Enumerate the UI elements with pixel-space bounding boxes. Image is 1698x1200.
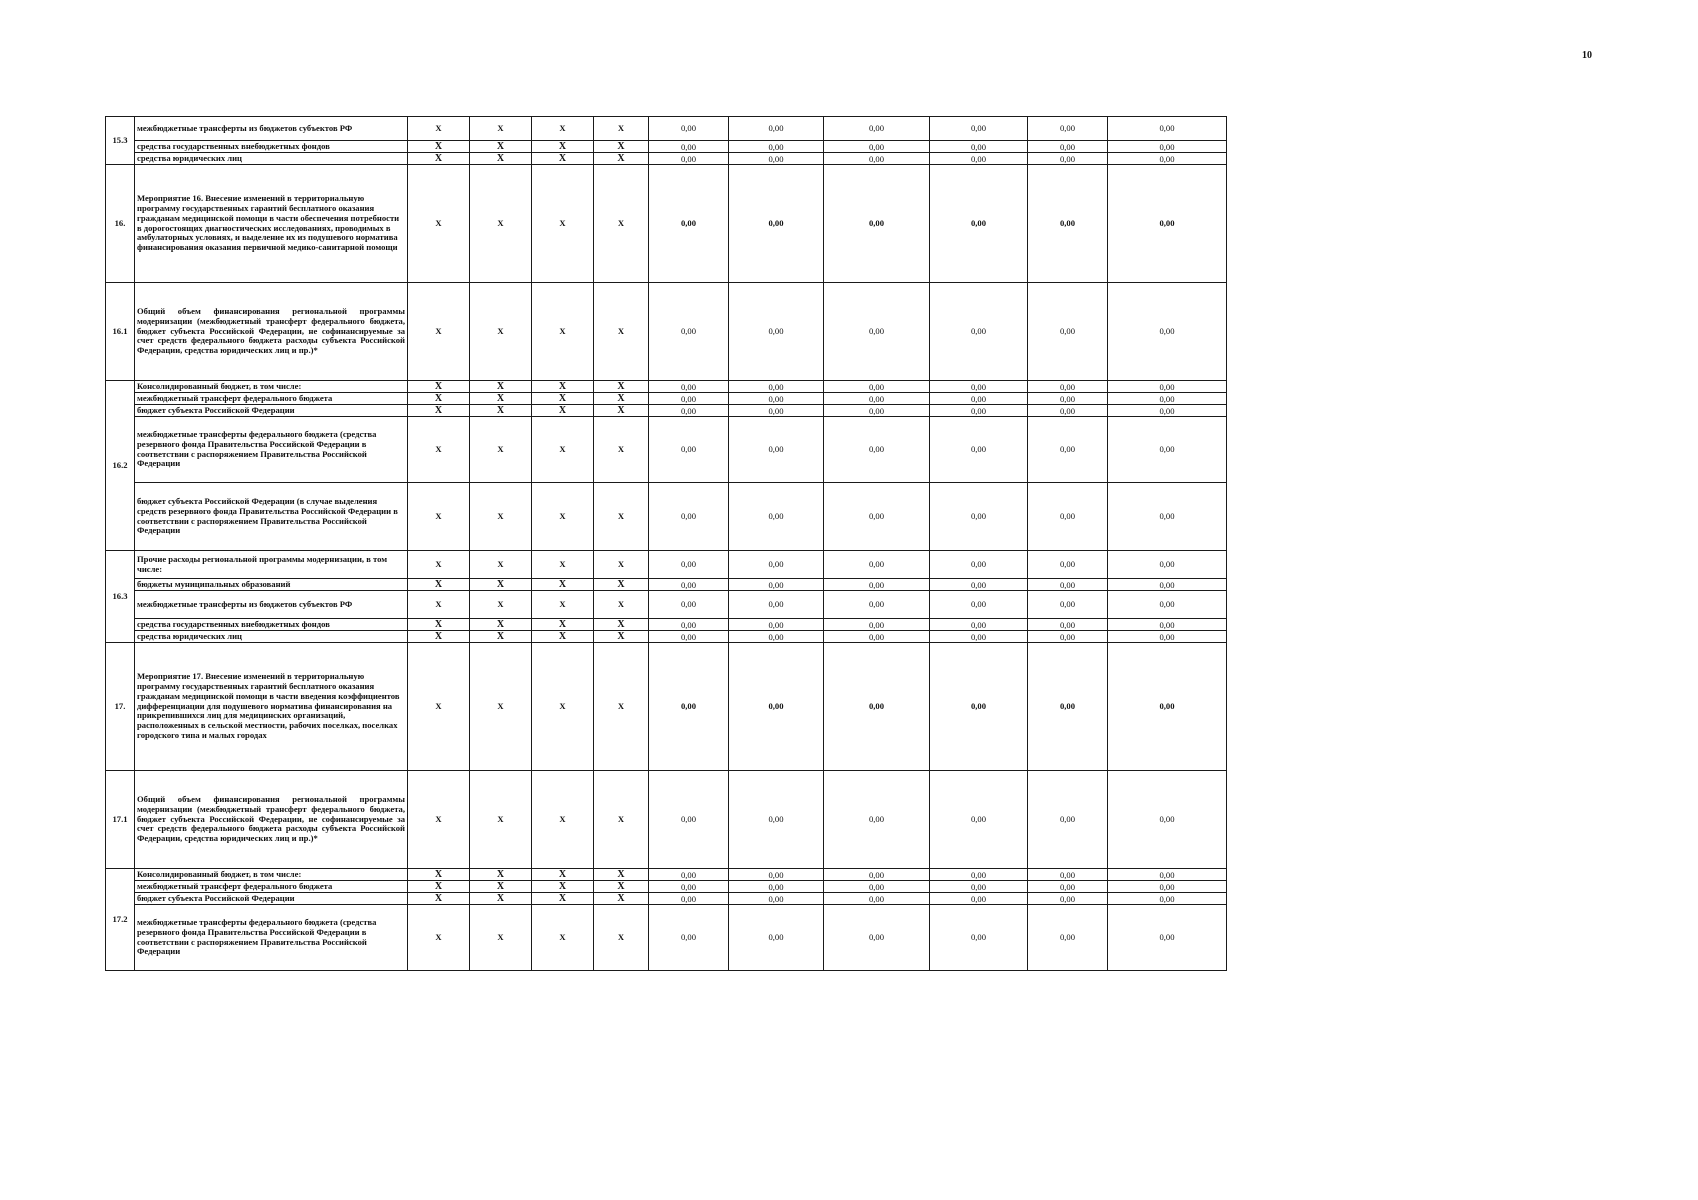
row-description: Прочие расходы региональной программы модернизации, в том числе: <box>135 551 408 579</box>
x-cell: X <box>532 631 594 643</box>
x-cell: X <box>594 643 649 771</box>
x-cell: X <box>470 591 532 619</box>
table-row <box>106 153 1246 165</box>
x-cell: X <box>408 417 470 483</box>
value-cell: 0,00 <box>1028 393 1108 405</box>
value-cell: 0,00 <box>729 591 824 619</box>
value-cell: 0,00 <box>930 905 1028 971</box>
value-cell: 0,00 <box>649 117 729 141</box>
value-cell: 0,00 <box>930 643 1028 771</box>
row-description: бюджет субъекта Российской Федерации (в случае выделения средств резервного фонда Правительства Российской Федерации в соответствии с распоряжением Правительства Российской Федерации <box>135 483 408 551</box>
row-description: межбюджетные трансферты из бюджетов субъектов РФ <box>135 117 408 141</box>
row-number: 16.2 <box>106 381 135 551</box>
value-cell: 0,00 <box>729 619 824 631</box>
x-cell: X <box>594 483 649 551</box>
value-cell: 0,00 <box>649 153 729 165</box>
trailing-cell <box>1227 551 1246 579</box>
value-cell: 0,00 <box>729 283 824 381</box>
x-cell: X <box>408 393 470 405</box>
x-cell: X <box>470 117 532 141</box>
value-cell: 0,00 <box>1108 117 1227 141</box>
value-cell: 0,00 <box>824 283 930 381</box>
value-cell: 0,00 <box>824 771 930 869</box>
budget-table <box>105 116 1246 971</box>
value-cell: 0,00 <box>1028 619 1108 631</box>
value-cell: 0,00 <box>930 141 1028 153</box>
value-cell: 0,00 <box>649 893 729 905</box>
value-cell: 0,00 <box>824 905 930 971</box>
value-cell: 0,00 <box>649 165 729 283</box>
value-cell: 0,00 <box>1108 283 1227 381</box>
page-number: 10 <box>1582 50 1592 61</box>
trailing-cell <box>1227 283 1246 381</box>
value-cell: 0,00 <box>729 631 824 643</box>
row-description: Консолидированный бюджет, в том числе: <box>135 381 408 393</box>
table-row <box>106 643 1246 771</box>
value-cell: 0,00 <box>824 405 930 417</box>
value-cell: 0,00 <box>649 905 729 971</box>
value-cell: 0,00 <box>1028 881 1108 893</box>
value-cell: 0,00 <box>1108 631 1227 643</box>
value-cell: 0,00 <box>824 591 930 619</box>
value-cell: 0,00 <box>1028 631 1108 643</box>
x-cell: X <box>532 619 594 631</box>
x-cell: X <box>408 381 470 393</box>
value-cell: 0,00 <box>1108 905 1227 971</box>
table-row <box>106 881 1246 893</box>
value-cell: 0,00 <box>729 869 824 881</box>
value-cell: 0,00 <box>729 141 824 153</box>
table-row <box>106 165 1246 283</box>
row-number: 17. <box>106 643 135 771</box>
table-row <box>106 893 1246 905</box>
row-description: бюджет субъекта Российской Федерации <box>135 893 408 905</box>
x-cell: X <box>408 643 470 771</box>
value-cell: 0,00 <box>649 483 729 551</box>
value-cell: 0,00 <box>930 579 1028 591</box>
x-cell: X <box>594 619 649 631</box>
trailing-cell <box>1227 417 1246 483</box>
x-cell: X <box>470 551 532 579</box>
row-description: Консолидированный бюджет, в том числе: <box>135 869 408 881</box>
value-cell: 0,00 <box>649 869 729 881</box>
value-cell: 0,00 <box>1108 619 1227 631</box>
trailing-cell <box>1227 381 1246 393</box>
table-row <box>106 417 1246 483</box>
value-cell: 0,00 <box>649 283 729 381</box>
row-number: 17.2 <box>106 869 135 971</box>
table-row <box>106 405 1246 417</box>
value-cell: 0,00 <box>1108 483 1227 551</box>
value-cell: 0,00 <box>649 141 729 153</box>
x-cell: X <box>408 141 470 153</box>
value-cell: 0,00 <box>649 631 729 643</box>
value-cell: 0,00 <box>649 551 729 579</box>
value-cell: 0,00 <box>1028 153 1108 165</box>
value-cell: 0,00 <box>930 417 1028 483</box>
value-cell: 0,00 <box>930 483 1028 551</box>
x-cell: X <box>532 141 594 153</box>
x-cell: X <box>408 591 470 619</box>
table-body <box>106 117 1246 971</box>
row-description: Общий объем финансирования региональной программы модернизации (межбюджетный трансферт федерального бюджета, бюджет субъекта Российской Федерации, не софинансируемые за счет средств федерального бюджета расходы субъекта Российской Федерации, средства юридических лиц и пр.)* <box>135 283 408 381</box>
x-cell: X <box>470 631 532 643</box>
x-cell: X <box>594 153 649 165</box>
x-cell: X <box>532 405 594 417</box>
x-cell: X <box>594 905 649 971</box>
trailing-cell <box>1227 483 1246 551</box>
value-cell: 0,00 <box>824 483 930 551</box>
x-cell: X <box>408 283 470 381</box>
value-cell: 0,00 <box>1028 405 1108 417</box>
x-cell: X <box>408 869 470 881</box>
table-row <box>106 579 1246 591</box>
value-cell: 0,00 <box>729 417 824 483</box>
value-cell: 0,00 <box>1108 393 1227 405</box>
value-cell: 0,00 <box>1028 591 1108 619</box>
value-cell: 0,00 <box>930 165 1028 283</box>
trailing-cell <box>1227 141 1246 153</box>
table-row <box>106 771 1246 869</box>
table-row <box>106 283 1246 381</box>
trailing-cell <box>1227 405 1246 417</box>
value-cell: 0,00 <box>824 551 930 579</box>
value-cell: 0,00 <box>824 893 930 905</box>
value-cell: 0,00 <box>729 117 824 141</box>
x-cell: X <box>532 893 594 905</box>
x-cell: X <box>532 117 594 141</box>
value-cell: 0,00 <box>824 881 930 893</box>
value-cell: 0,00 <box>1108 141 1227 153</box>
x-cell: X <box>470 771 532 869</box>
value-cell: 0,00 <box>1028 771 1108 869</box>
value-cell: 0,00 <box>1108 771 1227 869</box>
value-cell: 0,00 <box>1108 381 1227 393</box>
x-cell: X <box>532 551 594 579</box>
value-cell: 0,00 <box>930 381 1028 393</box>
x-cell: X <box>408 117 470 141</box>
row-description: средства юридических лиц <box>135 631 408 643</box>
x-cell: X <box>532 771 594 869</box>
value-cell: 0,00 <box>1108 869 1227 881</box>
value-cell: 0,00 <box>649 393 729 405</box>
x-cell: X <box>408 551 470 579</box>
table-row <box>106 591 1246 619</box>
x-cell: X <box>532 881 594 893</box>
value-cell: 0,00 <box>649 579 729 591</box>
x-cell: X <box>470 283 532 381</box>
x-cell: X <box>408 771 470 869</box>
row-description: межбюджетные трансферты федерального бюджета (средства резервного фонда Правительства Российской Федерации в соответствии с распоряжением Правительства Российской Федерации <box>135 905 408 971</box>
x-cell: X <box>594 141 649 153</box>
value-cell: 0,00 <box>1028 483 1108 551</box>
value-cell: 0,00 <box>1028 117 1108 141</box>
x-cell: X <box>594 393 649 405</box>
table-row <box>106 117 1246 141</box>
trailing-cell <box>1227 393 1246 405</box>
x-cell: X <box>470 141 532 153</box>
trailing-cell <box>1227 893 1246 905</box>
row-description: бюджеты муниципальных образований <box>135 579 408 591</box>
value-cell: 0,00 <box>1108 153 1227 165</box>
x-cell: X <box>470 619 532 631</box>
value-cell: 0,00 <box>824 417 930 483</box>
trailing-cell <box>1227 579 1246 591</box>
table-row <box>106 483 1246 551</box>
x-cell: X <box>594 771 649 869</box>
x-cell: X <box>408 619 470 631</box>
row-description: межбюджетные трансферты из бюджетов субъектов РФ <box>135 591 408 619</box>
value-cell: 0,00 <box>729 579 824 591</box>
value-cell: 0,00 <box>930 551 1028 579</box>
value-cell: 0,00 <box>1028 869 1108 881</box>
row-number: 16.3 <box>106 551 135 643</box>
table-row <box>106 551 1246 579</box>
value-cell: 0,00 <box>649 881 729 893</box>
value-cell: 0,00 <box>729 165 824 283</box>
x-cell: X <box>594 381 649 393</box>
value-cell: 0,00 <box>649 619 729 631</box>
value-cell: 0,00 <box>729 643 824 771</box>
x-cell: X <box>532 393 594 405</box>
value-cell: 0,00 <box>1108 551 1227 579</box>
value-cell: 0,00 <box>824 631 930 643</box>
row-number: 15.3 <box>106 117 135 165</box>
table-row <box>106 619 1246 631</box>
value-cell: 0,00 <box>1028 579 1108 591</box>
x-cell: X <box>532 643 594 771</box>
value-cell: 0,00 <box>649 591 729 619</box>
row-description: межбюджетные трансферты федерального бюджета (средства резервного фонда Правительства Российской Федерации в соответствии с распоряжением Правительства Российской Федерации <box>135 417 408 483</box>
table-row <box>106 905 1246 971</box>
x-cell: X <box>408 881 470 893</box>
value-cell: 0,00 <box>930 405 1028 417</box>
x-cell: X <box>408 893 470 905</box>
x-cell: X <box>594 165 649 283</box>
trailing-cell <box>1227 117 1246 141</box>
value-cell: 0,00 <box>729 905 824 971</box>
x-cell: X <box>594 869 649 881</box>
trailing-cell <box>1227 869 1246 881</box>
value-cell: 0,00 <box>824 619 930 631</box>
value-cell: 0,00 <box>930 393 1028 405</box>
value-cell: 0,00 <box>824 165 930 283</box>
value-cell: 0,00 <box>824 393 930 405</box>
x-cell: X <box>532 381 594 393</box>
trailing-cell <box>1227 153 1246 165</box>
value-cell: 0,00 <box>930 117 1028 141</box>
row-number: 16.1 <box>106 283 135 381</box>
value-cell: 0,00 <box>1108 893 1227 905</box>
value-cell: 0,00 <box>1028 417 1108 483</box>
row-description: средства юридических лиц <box>135 153 408 165</box>
value-cell: 0,00 <box>930 153 1028 165</box>
x-cell: X <box>532 905 594 971</box>
trailing-cell <box>1227 591 1246 619</box>
row-description: Мероприятие 16. Внесение изменений в территориальную программу государственных гарантий бесплатного оказания гражданам медицинской помощи в части обеспечения потребности в дорогостоящих диагностических исследованиях, проводимых в амбулаторных условиях, и выделение их из подушевого норматива финансирования оказания первичной медико-санитарной помощи <box>135 165 408 283</box>
x-cell: X <box>470 393 532 405</box>
trailing-cell <box>1227 643 1246 771</box>
row-description: бюджет субъекта Российской Федерации <box>135 405 408 417</box>
value-cell: 0,00 <box>1028 381 1108 393</box>
x-cell: X <box>470 881 532 893</box>
value-cell: 0,00 <box>1108 579 1227 591</box>
x-cell: X <box>532 483 594 551</box>
value-cell: 0,00 <box>824 153 930 165</box>
x-cell: X <box>594 551 649 579</box>
value-cell: 0,00 <box>729 405 824 417</box>
x-cell: X <box>470 643 532 771</box>
value-cell: 0,00 <box>649 381 729 393</box>
row-description: Мероприятие 17. Внесение изменений в территориальную программу государственных гарантий бесплатного оказания гражданам медицинской помощи в части введения коэффициентов дифференциации для подушевого норматива финансирования на прикрепившихся лиц для медицинских организаций, расположенных в сельской местности, рабочих поселках, поселках городского типа и малых городах <box>135 643 408 771</box>
value-cell: 0,00 <box>1028 893 1108 905</box>
x-cell: X <box>594 893 649 905</box>
x-cell: X <box>532 283 594 381</box>
x-cell: X <box>594 117 649 141</box>
value-cell: 0,00 <box>649 771 729 869</box>
value-cell: 0,00 <box>1028 283 1108 381</box>
table-row <box>106 393 1246 405</box>
x-cell: X <box>470 483 532 551</box>
value-cell: 0,00 <box>930 893 1028 905</box>
table-row <box>106 631 1246 643</box>
trailing-cell <box>1227 631 1246 643</box>
value-cell: 0,00 <box>824 381 930 393</box>
x-cell: X <box>470 417 532 483</box>
x-cell: X <box>408 153 470 165</box>
value-cell: 0,00 <box>1028 905 1108 971</box>
value-cell: 0,00 <box>930 869 1028 881</box>
value-cell: 0,00 <box>729 893 824 905</box>
trailing-cell <box>1227 165 1246 283</box>
row-description: Общий объем финансирования региональной программы модернизации (межбюджетный трансферт федерального бюджета, бюджет субъекта Российской Федерации, не софинансируемые за счет средств федерального бюджета расходы субъекта Российской Федерации, средства юридических лиц и пр.)* <box>135 771 408 869</box>
value-cell: 0,00 <box>824 117 930 141</box>
value-cell: 0,00 <box>930 631 1028 643</box>
row-description: межбюджетный трансферт федерального бюджета <box>135 881 408 893</box>
value-cell: 0,00 <box>824 579 930 591</box>
x-cell: X <box>532 165 594 283</box>
row-description: средства государственных внебюджетных фондов <box>135 619 408 631</box>
x-cell: X <box>408 165 470 283</box>
x-cell: X <box>594 631 649 643</box>
x-cell: X <box>532 153 594 165</box>
x-cell: X <box>532 869 594 881</box>
value-cell: 0,00 <box>824 643 930 771</box>
x-cell: X <box>470 869 532 881</box>
x-cell: X <box>594 579 649 591</box>
value-cell: 0,00 <box>729 771 824 869</box>
value-cell: 0,00 <box>1108 165 1227 283</box>
x-cell: X <box>470 405 532 417</box>
value-cell: 0,00 <box>930 619 1028 631</box>
x-cell: X <box>594 591 649 619</box>
value-cell: 0,00 <box>729 393 824 405</box>
value-cell: 0,00 <box>1108 405 1227 417</box>
value-cell: 0,00 <box>649 405 729 417</box>
value-cell: 0,00 <box>1108 643 1227 771</box>
value-cell: 0,00 <box>649 643 729 771</box>
value-cell: 0,00 <box>729 551 824 579</box>
row-number: 17.1 <box>106 771 135 869</box>
trailing-cell <box>1227 905 1246 971</box>
value-cell: 0,00 <box>1028 643 1108 771</box>
x-cell: X <box>532 591 594 619</box>
table-row <box>106 141 1246 153</box>
value-cell: 0,00 <box>930 283 1028 381</box>
x-cell: X <box>594 881 649 893</box>
x-cell: X <box>594 283 649 381</box>
row-number: 16. <box>106 165 135 283</box>
value-cell: 0,00 <box>729 483 824 551</box>
value-cell: 0,00 <box>1108 591 1227 619</box>
x-cell: X <box>408 631 470 643</box>
value-cell: 0,00 <box>729 881 824 893</box>
table-row <box>106 381 1246 393</box>
row-description: межбюджетный трансферт федерального бюджета <box>135 393 408 405</box>
x-cell: X <box>532 579 594 591</box>
x-cell: X <box>594 405 649 417</box>
x-cell: X <box>408 483 470 551</box>
value-cell: 0,00 <box>1108 881 1227 893</box>
table-row <box>106 869 1246 881</box>
value-cell: 0,00 <box>1108 417 1227 483</box>
value-cell: 0,00 <box>930 591 1028 619</box>
x-cell: X <box>408 405 470 417</box>
x-cell: X <box>470 905 532 971</box>
x-cell: X <box>532 417 594 483</box>
x-cell: X <box>470 893 532 905</box>
x-cell: X <box>408 579 470 591</box>
x-cell: X <box>594 417 649 483</box>
x-cell: X <box>470 165 532 283</box>
x-cell: X <box>470 381 532 393</box>
value-cell: 0,00 <box>1028 165 1108 283</box>
value-cell: 0,00 <box>824 869 930 881</box>
x-cell: X <box>408 905 470 971</box>
value-cell: 0,00 <box>1028 551 1108 579</box>
value-cell: 0,00 <box>930 881 1028 893</box>
value-cell: 0,00 <box>1028 141 1108 153</box>
value-cell: 0,00 <box>649 417 729 483</box>
trailing-cell <box>1227 881 1246 893</box>
row-description: средства государственных внебюджетных фондов <box>135 141 408 153</box>
x-cell: X <box>470 579 532 591</box>
value-cell: 0,00 <box>729 153 824 165</box>
value-cell: 0,00 <box>930 771 1028 869</box>
x-cell: X <box>470 153 532 165</box>
trailing-cell <box>1227 619 1246 631</box>
value-cell: 0,00 <box>824 141 930 153</box>
value-cell: 0,00 <box>729 381 824 393</box>
trailing-cell <box>1227 771 1246 869</box>
